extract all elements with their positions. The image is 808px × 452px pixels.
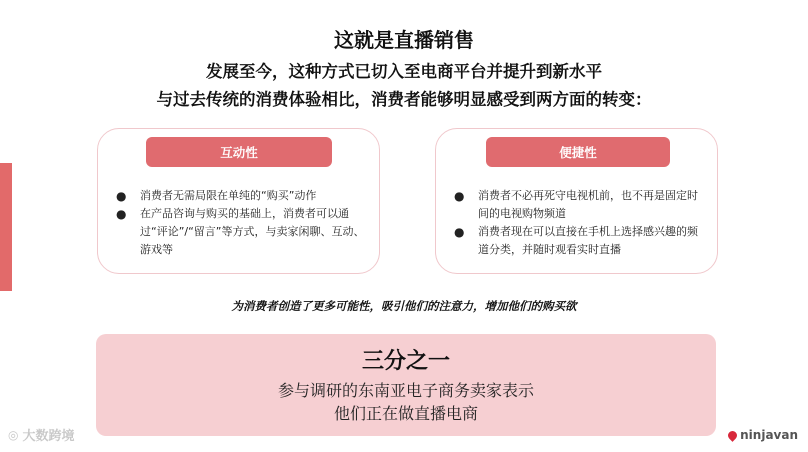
page-subtitle bbox=[0, 58, 808, 114]
camera-icon: ◎ bbox=[8, 427, 19, 442]
list-item bbox=[116, 187, 369, 205]
location-pin-icon bbox=[726, 429, 739, 442]
watermark-text: 大数跨境 bbox=[22, 429, 75, 444]
list-item bbox=[116, 205, 369, 259]
page-title: 这就是直播销售 bbox=[334, 28, 474, 52]
card-convenience bbox=[435, 128, 718, 274]
subtitle-line-1: 发展至今，这种方式已切入至电商平台并提升到新水平 bbox=[206, 62, 602, 81]
stat-line-2: 他们正在做直播电商 bbox=[333, 404, 478, 423]
subtitle-line-2: 与过去传统的消费体验相比，消费者能够明显感受到两方面的转变： bbox=[156, 90, 652, 109]
bullet-icon: ● bbox=[116, 189, 127, 203]
brand-logo-text: ninjavan bbox=[740, 428, 798, 442]
card-convenience-list bbox=[454, 187, 707, 259]
bullet-icon: ● bbox=[454, 189, 465, 203]
brand-logo bbox=[728, 428, 798, 442]
list-item-text: 消费者无需局限在单纯的“购买”动作 bbox=[140, 189, 317, 202]
card-label-interactivity: 互动性 bbox=[146, 137, 332, 167]
watermark bbox=[8, 425, 75, 444]
list-item-text: 消费者现在可以直接在手机上选择感兴趣的频道分类，并随时观看实时直播 bbox=[478, 225, 698, 256]
card-label-convenience: 便捷性 bbox=[486, 137, 670, 167]
tagline: 为消费者创造了更多可能性，吸引他们的注意力，增加他们的购买欲 bbox=[231, 299, 577, 313]
bullet-icon: ● bbox=[454, 225, 465, 239]
accent-side-bar bbox=[0, 163, 12, 291]
card-interactivity-list bbox=[116, 187, 369, 259]
list-item bbox=[454, 187, 707, 223]
list-item bbox=[454, 223, 707, 259]
bullet-icon: ● bbox=[116, 207, 127, 221]
stat-headline: 三分之一 bbox=[361, 349, 450, 374]
list-item-text: 在产品咨询与购买的基础上，消费者可以通过“评论”/“留言”等方式，与卖家闲聊、互动、游戏等 bbox=[140, 207, 365, 256]
list-item-text: 消费者不必再死守电视机前，也不再是固定时间的电视购物频道 bbox=[478, 189, 698, 220]
stat-line-1: 参与调研的东南亚电子商务卖家表示 bbox=[277, 381, 534, 400]
stat-banner bbox=[96, 334, 716, 436]
card-interactivity bbox=[97, 128, 380, 274]
